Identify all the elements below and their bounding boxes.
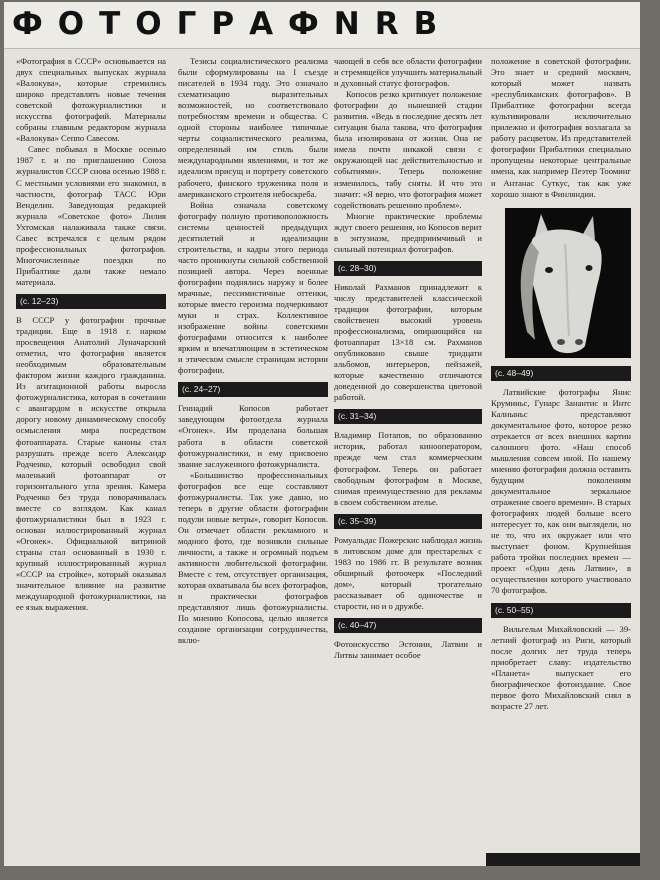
paragraph: Война означала советскому фотографу полную противоположность системы ценностей предыдущих десятилетий и идеализации строительства, и кадры этого периода часто проникнуты сильной собственной позицией автора. Через военные фотографии поднялись наружу и более мрачные, пессимистичные оттенки, которые вместо героизма подчеркивают муки и страх. Коллективное изображение войны советскими фотографами относится к наиболее ярким и впечатляющим в эстетическом и этическом смысле страницам истории фотографии.	[178, 199, 328, 376]
paragraph: Фотоискусство Эстонии, Латвии и Литвы занимает особое	[334, 639, 482, 661]
section-bar: (с. 48–49)	[491, 366, 631, 381]
section-bar: (с. 40–47)	[334, 618, 482, 633]
bottom-strip	[486, 853, 640, 866]
paragraph: Тезисы социалистического реализма были сформулированы на I съезде писателей в 1934 году. Это означало схематизацию выразительных возможностей, но соответствовало потребностям времени и общества. С одной стороны наиболее типичные черты социалистического реализма, определенный им стиль были международными явлениями, и тот же идеализм присущ и портрету советского рабочего, финского труженика поля и американского строителя небоскреба.	[178, 56, 328, 199]
page-header	[4, 2, 640, 49]
paragraph: Многие практические проблемы ждут своего решения, но Копосов верит в энтузиазм, предприимчивый и сильный потенциал фотографов.	[334, 210, 482, 254]
paragraph: Ромуальдас Пожерскис наблюдал жизнь в литовском доме для престарелых с 1983 по 1986 гг. В результате возник обширный фотоочерк «Последний дом», который трогательно рассказывает об одиночестве и старости, но и о дружбе.	[334, 534, 482, 611]
paragraph: «Фотография в СССР» основывается на двух специальных выпусках журнала «Валокува», которые стремились широко представлять новые течения советской фотожурналистики и искусства фотографий. Материалы собраны главным редактором журнала «Валокува» Сеппо Савесом.	[16, 56, 166, 144]
column-2	[178, 56, 328, 646]
paragraph: положение в советской фотографии. Это знает и средний москвич, который может назвать «республиканских фотографов». В Прибалтике фотографии всегда культивировали исключительно прилежно и фотография возлагала за работу расцветом. Из представителей фотографии Прибалтики специально пропущены некоторые центральные имена, как например Пеэтер Тооминг и Антанас Суткус, так как уже хорошо знают в Финляндии.	[491, 56, 631, 199]
paragraph: «Большинство профессиональных фотографов все еще составляют фотожурналисты. Так уже давно, но теперь в другие области фотографии подули новые ветры», говорит Копосов. Он отмечает области рекламного и модного фото, где возникли сильные личности, а также и огромный подъем активности любительской фотографии. Вместе с тем, отсутствует организация, которая охватывала бы всех фотографов, и практически фотографов представляют лишь фотожурналисты. По мнению Копосова, целью является создание организации сотрудничества, вклю-	[178, 469, 328, 646]
section-bar: (с. 31–34)	[334, 409, 482, 424]
paragraph: Вильгельм Михайловский — 39-летний фотограф из Риги, который после долгих лет труда теперь приобретает славу: издательство «Планета» выпускает его биографическое фотоиздание. Свое первое фото Михайловский снял в возрасте 27 лет.	[491, 623, 631, 711]
paragraph: чающей в себя все области фотографии и стремящейся улучшить материальный и духовный статус фотографов.	[334, 56, 482, 89]
column-1	[16, 56, 166, 613]
paragraph: Николай Рахманов принадлежит к числу представителей классической традиции фотографии, которым свойственен высокий уровень профессионализма, опирающийся на фотоаппарат 13×18 см. Рахманов опубликовано свыше тридцати альбомов, интерьеров, пейзажей, которые качественно отличаются доведенной до совершенства цветовой работой.	[334, 281, 482, 403]
column-4	[491, 56, 631, 712]
section-bar: (с. 50–55)	[491, 603, 631, 618]
paragraph: Савес побывал в Москве осенью 1987 г. и по приглашению Союза журналистов СССР снова осенью 1988 г. С местными условиями его знакомил, в частности, фотограф ТАСС Юри Венделин. Заведующая редакцией журнала «Советское фото» Лилия Ухтомская налаживала также связи. Савес встречался с целым рядом профессиональных фотографов. Многочисленные поездки по Прибалтике дали также немало материала.	[16, 144, 166, 287]
section-bar: (с. 35–39)	[334, 514, 482, 529]
horse-photo	[505, 208, 631, 358]
paragraph: Владимир Потапов, по образованию историк, работал кинооператором, прежде чем стал коммерческим фотографом. Теперь он работает свободным фотографом в Москве, снимая преимущественно для рекламы в своем собственном ателье.	[334, 430, 482, 507]
page-title: ФОТОГРАФNRB	[12, 6, 453, 42]
section-bar: (с. 28–30)	[334, 261, 482, 276]
section-bar: (с. 24–27)	[178, 382, 328, 397]
paragraph: Геннадий Копосов работает заведующим фотоотдела журнала «Огонек». Им проделана большая работа в области советской фотожурналистики, и ему присвоено звание заслуженного фотожурналиста.	[178, 403, 328, 469]
magazine-page	[4, 2, 640, 866]
paragraph: Копосов резко критикует положение фотографии до нынешней стадии развития. «Ведь в последние десять лет ситуация была такова, что фотография была изолирована от жизни. Она не имела почти никакой связи с окружающей нас действительностью и событиями». Теперь положение изменилось, табу сняты. И что это значит: «Я верю, что фотография может содействовать решению проблем».	[334, 89, 482, 210]
section-bar: (с. 12–23)	[16, 294, 166, 309]
paragraph: В СССР у фотографии прочные традиции. Еще в 1918 г. нарком просвещения Анатолий Луначарский отметил, что фотография является необходимым образовательным фактором жизни каждого гражданина. Из агитационной работы выросла фотожурналистика, которая в сочетании с авангардом в искусстве открыла дорогу новому динамическому способу осмысления мира посредством фотоаппарата. Старые каноны стал разрушать прежде всего Александр Родченко, который освободил свой маленький фотоаппарат от горизонтального угла зрения. Камера Родченко без труда поворачивалась вместе со взглядом. Как канал фотожурналистики был в 1923 г. основан иллюстрированный журнал «Огонек». Официальной витриной страны стал основанный в 1930 г. крупный иллюстрированный журнал «СССР на стройке», который оказывал значительное влияние на развитие международной фотожурналистики, на ее язык выражения.	[16, 314, 166, 613]
column-3	[334, 56, 482, 661]
paragraph: Латвийские фотографы Янис Круминьс, Гунарс Занантис и Интс Калныньс представляют документальное фото, которое резко отрекается от всех внешних картин салонного фото. «Наш способ мышления совсем иной. По нашему мнению фотография должна оставить будущим поколениям документальное зеркальное отражение своего времени». В старых фотографиях людей больше всего интересует то, как они выглядели, но не то, что их окружает или что выступает фоном. Крупнейшая работа тройки последних времен — проект «Один день Латвии», в осуществлении которого участвовало 70 фотографов.	[491, 386, 631, 596]
